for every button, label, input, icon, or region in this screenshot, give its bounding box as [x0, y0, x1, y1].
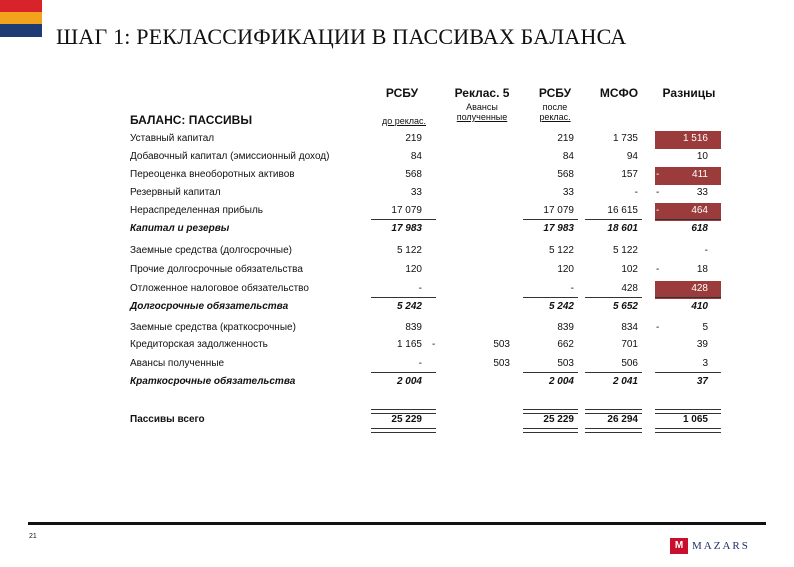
cell-rsbu-after: 33 [562, 187, 574, 198]
cell-reclass: 503 [493, 339, 510, 350]
row-label: Резервный капитал [130, 187, 221, 198]
cell-ifrs: 16 615 [607, 205, 638, 216]
cell-diff: 3 [702, 358, 708, 369]
cell-reclass-sign [432, 131, 444, 147]
cell-reclass [444, 262, 510, 278]
cell-diff: 39 [696, 339, 708, 350]
total-underline [655, 219, 721, 220]
cell-reclass-sign [432, 374, 444, 390]
cell-rsbu-before: 1 165 [396, 339, 422, 350]
cell-diff: 18 [696, 264, 708, 275]
cell-rsbu-after: 120 [557, 264, 574, 275]
row-label: Кредиторская задолженность [130, 339, 268, 350]
cell-reclass-sign [432, 203, 444, 219]
col-sub-rsbu-after [525, 102, 585, 122]
brand-stripe-red [0, 0, 42, 12]
cell-reclass-sign [432, 281, 444, 297]
total-underline [655, 409, 721, 414]
row-label: Краткосрочные обязательства [130, 376, 296, 387]
cell-reclass-sign [432, 167, 444, 183]
cell-reclass [444, 320, 510, 336]
cell-diff: 1 516 [682, 133, 708, 144]
table-row [0, 167, 794, 185]
row-label: Отложенное налоговое обязательство [130, 283, 309, 294]
row-label: Нераспределенная прибыль [130, 205, 264, 216]
cell-reclass-sign [432, 320, 444, 336]
total-underline [655, 428, 721, 433]
cell-ifrs: 834 [621, 322, 638, 333]
col-header-rsbu-after: РСБУ [538, 86, 572, 100]
cell-diff: 33 [696, 187, 708, 198]
cell-rsbu-after: 5 122 [548, 245, 574, 256]
page-number: 21 [29, 533, 37, 540]
cell-rsbu-after: - [570, 283, 574, 294]
cell-rsbu-before: - [418, 283, 422, 294]
table-row [0, 320, 794, 338]
cell-rsbu-after: 662 [557, 339, 574, 350]
col-header-diff: Разницы [662, 86, 716, 100]
cell-reclass [444, 299, 510, 315]
cell-diff: 618 [691, 223, 708, 234]
cell-diff-sign: - [656, 322, 660, 333]
cell-ifrs: 157 [621, 169, 638, 180]
cell-ifrs: 1 735 [612, 133, 638, 144]
table-row [0, 374, 794, 392]
cell-rsbu-after: 503 [557, 358, 574, 369]
cell-diff: 1 065 [682, 414, 708, 425]
cell-rsbu-before: 33 [410, 187, 422, 198]
total-underline [371, 409, 436, 414]
row-label: Пассивы всего [130, 414, 205, 425]
row-label: Долгосрочные обязательства [130, 301, 289, 312]
brand-stripe-orange [0, 12, 42, 24]
cell-reclass-sign [432, 221, 444, 237]
table-row [0, 262, 794, 280]
cell-reclass [444, 243, 510, 259]
cell-diff-sign: - [656, 169, 660, 180]
table-row [0, 221, 794, 239]
total-underline [585, 409, 642, 414]
cell-rsbu-after: 568 [557, 169, 574, 180]
cell-reclass [444, 412, 510, 428]
row-label: Авансы полученные [130, 358, 225, 369]
cell-ifrs: 18 601 [607, 223, 638, 234]
cell-rsbu-before: 5 242 [396, 301, 422, 312]
row-label: Капитал и резервы [130, 223, 230, 234]
cell-reclass-sign [432, 149, 444, 165]
mazars-logo-text: MAZARS [692, 540, 750, 552]
cell-diff: 410 [691, 301, 708, 312]
cell-ifrs: 2 041 [612, 376, 638, 387]
cell-diff-sign: - [656, 205, 660, 216]
total-underline [585, 372, 642, 373]
cell-reclass [444, 167, 510, 183]
cell-rsbu-before: 839 [405, 322, 422, 333]
total-underline [523, 409, 578, 414]
cell-rsbu-before: 25 229 [391, 414, 422, 425]
table-row [0, 243, 794, 261]
cell-rsbu-after: 219 [557, 133, 574, 144]
brand-stripe-navy [0, 24, 42, 37]
cell-rsbu-before: - [418, 358, 422, 369]
cell-reclass-sign [432, 299, 444, 315]
total-underline [523, 372, 578, 373]
footer-divider [28, 522, 766, 525]
cell-rsbu-before: 568 [405, 169, 422, 180]
cell-diff: 10 [696, 151, 708, 162]
total-underline [655, 297, 721, 298]
cell-rsbu-before: 219 [405, 133, 422, 144]
cell-rsbu-after: 2 004 [548, 376, 574, 387]
row-label: Уставный капитал [130, 133, 215, 144]
total-underline [585, 428, 642, 433]
cell-rsbu-after: 17 983 [543, 223, 574, 234]
col-header-ifrs: МСФО [599, 86, 639, 100]
slide-title: ШАГ 1: РЕКЛАССИФИКАЦИИ В ПАССИВАХ БАЛАНСА [56, 24, 627, 49]
table-row [0, 337, 794, 355]
cell-diff: 37 [696, 376, 708, 387]
col-sub-rsbu-before [368, 116, 440, 126]
cell-diff: - [704, 245, 708, 256]
table-row [0, 131, 794, 149]
row-label: Переоценка внеоборотных активов [130, 169, 295, 180]
total-underline [585, 219, 642, 220]
cell-rsbu-after: 839 [557, 322, 574, 333]
col-sub-rsbu-after-line2: реклас. [539, 112, 571, 122]
cell-ifrs: 5 122 [612, 245, 638, 256]
cell-reclass-sign [432, 412, 444, 428]
cell-diff: 428 [691, 283, 708, 294]
col-sub-reclass [442, 102, 522, 122]
total-underline [655, 372, 721, 373]
total-underline [523, 297, 578, 298]
cell-rsbu-before: 2 004 [396, 376, 422, 387]
cell-rsbu-after: 5 242 [548, 301, 574, 312]
cell-reclass-sign [432, 185, 444, 201]
cell-ifrs: 428 [621, 283, 638, 294]
cell-rsbu-after: 17 079 [543, 205, 574, 216]
row-label: Прочие долгосрочные обязательства [130, 264, 303, 275]
cell-diff-sign: - [656, 264, 660, 275]
cell-reclass [444, 221, 510, 237]
row-label: Заемные средства (долгосрочные) [130, 245, 292, 256]
total-underline [523, 428, 578, 433]
total-underline [371, 219, 436, 220]
cell-ifrs: 701 [621, 339, 638, 350]
cell-reclass-sign: - [432, 339, 436, 350]
cell-rsbu-before: 5 122 [396, 245, 422, 256]
cell-rsbu-after: 84 [562, 151, 574, 162]
col-sub-rsbu-before-text: до реклас. [381, 116, 427, 126]
cell-ifrs: - [634, 187, 638, 198]
cell-reclass-sign [432, 262, 444, 278]
cell-reclass: 503 [493, 358, 510, 369]
cell-ifrs: 102 [621, 264, 638, 275]
col-header-reclass: Реклас. 5 [454, 86, 510, 100]
cell-rsbu-after: 25 229 [543, 414, 574, 425]
table-row [0, 185, 794, 203]
cell-diff: 5 [702, 322, 708, 333]
cell-reclass-sign [432, 243, 444, 259]
cell-diff-sign: - [656, 187, 660, 198]
col-sub-reclass-line1: Авансы [466, 102, 498, 112]
table-row [0, 299, 794, 317]
cell-reclass [444, 374, 510, 390]
row-label: Заемные средства (краткосрочные) [130, 322, 296, 333]
total-underline [523, 219, 578, 220]
cell-rsbu-before: 17 079 [391, 205, 422, 216]
section-label: БАЛАНС: ПАССИВЫ [130, 113, 253, 127]
total-underline [371, 428, 436, 433]
cell-diff: 411 [692, 169, 708, 180]
col-header-rsbu-before: РСБУ [385, 86, 419, 100]
cell-ifrs: 5 652 [612, 301, 638, 312]
cell-diff: 464 [691, 205, 708, 216]
cell-reclass [444, 281, 510, 297]
total-underline [585, 297, 642, 298]
cell-reclass [444, 185, 510, 201]
cell-rsbu-before: 120 [405, 264, 422, 275]
total-underline [371, 297, 436, 298]
cell-reclass [444, 149, 510, 165]
cell-reclass [444, 131, 510, 147]
cell-ifrs: 506 [621, 358, 638, 369]
table-row [0, 149, 794, 167]
cell-ifrs: 26 294 [607, 414, 638, 425]
mazars-logo-mark: M [670, 538, 688, 554]
cell-reclass-sign [432, 356, 444, 372]
cell-rsbu-before: 17 983 [391, 223, 422, 234]
col-sub-rsbu-after-line1: после [542, 102, 568, 112]
cell-ifrs: 94 [626, 151, 638, 162]
row-label: Добавочный капитал (эмиссионный доход) [130, 151, 330, 162]
cell-reclass [444, 203, 510, 219]
col-sub-reclass-line2: полученные [456, 112, 508, 122]
total-underline [371, 372, 436, 373]
cell-rsbu-before: 84 [410, 151, 422, 162]
